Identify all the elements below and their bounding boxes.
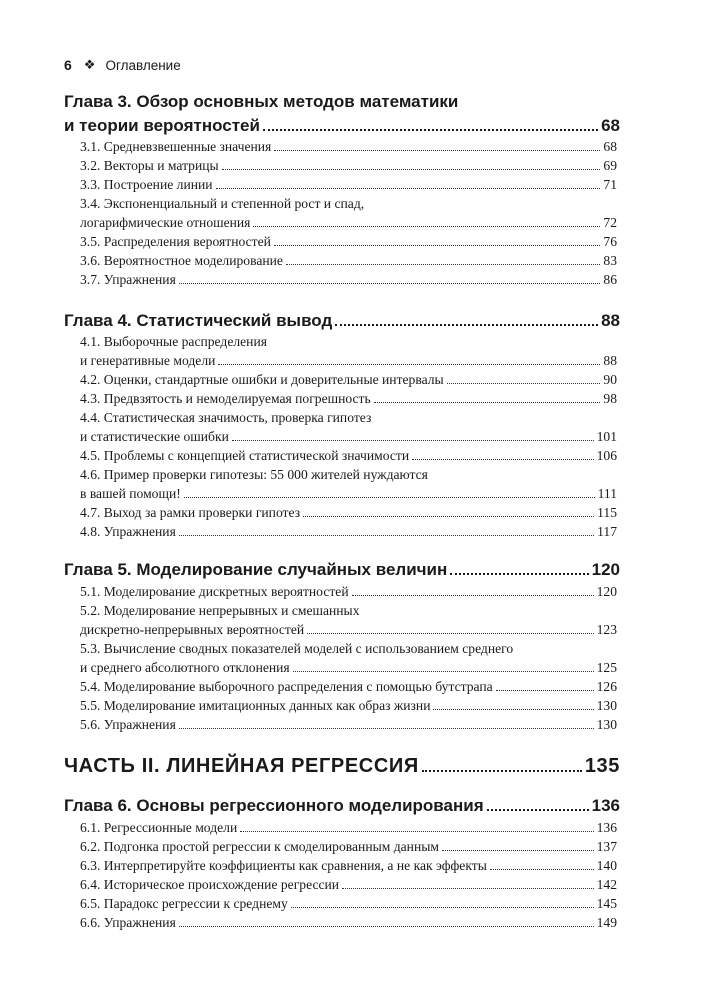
dot-leader: [179, 283, 601, 284]
running-title: Оглавление: [105, 57, 181, 73]
toc-entry[interactable]: [80, 715, 617, 734]
dot-leader: [352, 595, 594, 596]
toc-entry-title-line: 3.4. Экспоненциальный и степенной рост и спад,: [80, 196, 365, 211]
chapter-page-number: 88: [601, 311, 620, 330]
chapter-5-entries: [80, 582, 617, 734]
chapter-5-heading[interactable]: [64, 558, 620, 582]
toc-entry-page-number: 120: [596, 584, 617, 599]
toc-entry-page-number: 115: [597, 505, 617, 520]
toc-entry[interactable]: [80, 818, 617, 837]
toc-entry-title: 4.5. Проблемы с концепцией статистической значимости: [80, 448, 410, 463]
toc-entry-page-number: 145: [596, 896, 617, 911]
toc-entry[interactable]: [80, 408, 617, 446]
dot-leader: [335, 324, 598, 326]
toc-entry[interactable]: [80, 194, 617, 232]
toc-entry-page-number: 130: [596, 717, 617, 732]
toc-entry-title-line: 4.1. Выборочные распределения: [80, 334, 267, 349]
chapter-6-entries: [80, 818, 617, 932]
toc-entry[interactable]: [80, 332, 617, 370]
toc-entry-page-number: 136: [596, 820, 617, 835]
part-2-heading[interactable]: [64, 754, 620, 778]
chapter-title-line: и теории вероятностей: [64, 116, 260, 135]
toc-entry[interactable]: [80, 582, 617, 601]
chapter-3-heading[interactable]: [64, 90, 620, 138]
running-header: [64, 57, 181, 73]
dot-leader: [433, 709, 593, 710]
dot-leader: [490, 869, 594, 870]
toc-entry[interactable]: [80, 503, 617, 522]
chapter-page-number: 68: [601, 116, 620, 135]
dot-leader: [422, 770, 582, 772]
toc-entry-page-number: 71: [603, 177, 617, 192]
toc-entry-page-number: 90: [603, 372, 617, 387]
toc-entry-page-number: 101: [596, 429, 617, 444]
toc-entry[interactable]: [80, 894, 617, 913]
toc-entry-page-number: 69: [603, 158, 617, 173]
toc-entry-title: 3.5. Распределения вероятностей: [80, 234, 271, 249]
toc-entry-title: 5.4. Моделирование выборочного распределения с помощью бутстрапа: [80, 679, 493, 694]
dot-leader: [274, 150, 600, 151]
dot-leader: [307, 633, 593, 634]
toc-entry-title-line: 5.2. Моделирование непрерывных и смешанных: [80, 603, 360, 618]
toc-entry-title: 6.1. Регрессионные модели: [80, 820, 238, 835]
chapter-4-heading[interactable]: [64, 309, 620, 333]
toc-entry[interactable]: [80, 137, 617, 156]
toc-entry[interactable]: [80, 522, 617, 541]
toc-entry-title: 4.7. Выход за рамки проверки гипотез: [80, 505, 301, 520]
toc-entry-page-number: 126: [596, 679, 617, 694]
toc-entry-title: 6.3. Интерпретируйте коэффициенты как сравнения, а не как эффекты: [80, 858, 487, 873]
toc-entry[interactable]: [80, 875, 617, 894]
ornament-icon: ❖: [83, 57, 96, 72]
dot-leader: [179, 535, 594, 536]
toc-entry-title: в вашей помощи!: [80, 486, 181, 501]
dot-leader: [374, 402, 601, 403]
toc-entry-title: 3.3. Построение линии: [80, 177, 213, 192]
toc-entry-title: 6.5. Парадокс регрессии к среднему: [80, 896, 288, 911]
toc-entry[interactable]: [80, 156, 617, 175]
toc-entry-title: 3.2. Векторы и матрицы: [80, 158, 219, 173]
toc-entry[interactable]: [80, 446, 617, 465]
toc-entry[interactable]: [80, 251, 617, 270]
toc-entry-title: 3.1. Средневзвешенные значения: [80, 139, 272, 154]
dot-leader: [240, 831, 593, 832]
dot-leader: [222, 169, 601, 170]
toc-entry[interactable]: [80, 175, 617, 194]
dot-leader: [487, 809, 589, 811]
toc-entry-page-number: 137: [596, 839, 617, 854]
toc-entry-title: 5.6. Упражнения: [80, 717, 176, 732]
chapter-4-entries: [80, 332, 617, 541]
toc-entry-title-line: 4.6. Пример проверки гипотезы: 55 000 жителей нуждаются: [80, 467, 428, 482]
chapter-title-line: Глава 5. Моделирование случайных величин: [64, 560, 448, 579]
toc-entry-title: 6.6. Упражнения: [80, 915, 176, 930]
chapter-title-line: Глава 6. Основы регрессионного моделирования: [64, 796, 484, 815]
toc-entry-title: 4.2. Оценки, стандартные ошибки и доверительные интервалы: [80, 372, 444, 387]
chapter-6-heading[interactable]: [64, 794, 620, 818]
toc-entry-title: логарифмические отношения: [80, 215, 251, 230]
toc-entry[interactable]: [80, 389, 617, 408]
part-page-number: 135: [584, 755, 620, 777]
dot-leader: [291, 907, 594, 908]
toc-entry[interactable]: [80, 696, 617, 715]
dot-leader: [447, 383, 601, 384]
dot-leader: [286, 264, 600, 265]
dot-leader: [263, 129, 598, 131]
toc-entry-page-number: 106: [596, 448, 617, 463]
toc-entry[interactable]: [80, 856, 617, 875]
dot-leader: [303, 516, 594, 517]
dot-leader: [184, 497, 595, 498]
toc-entry-title: 5.1. Моделирование дискретных вероятностей: [80, 584, 349, 599]
dot-leader: [179, 728, 594, 729]
toc-entry[interactable]: [80, 601, 617, 639]
toc-entry[interactable]: [80, 677, 617, 696]
toc-entry-title: 4.8. Упражнения: [80, 524, 176, 539]
toc-entry-title: 6.2. Подгонка простой регрессии к смоделированным данным: [80, 839, 439, 854]
dot-leader: [412, 459, 593, 460]
toc-entry-page-number: 125: [596, 660, 617, 675]
toc-entry-page-number: 140: [596, 858, 617, 873]
chapter-page-number: 136: [591, 796, 620, 815]
dot-leader: [216, 188, 601, 189]
part-title: ЧАСТЬ II. ЛИНЕЙНАЯ РЕГРЕССИЯ: [64, 755, 419, 777]
dot-leader: [450, 573, 588, 575]
dot-leader: [274, 245, 601, 246]
dot-leader: [342, 888, 594, 889]
toc-entry-page-number: 88: [603, 353, 617, 368]
toc-entry-title: 5.5. Моделирование имитационных данных как образ жизни: [80, 698, 431, 713]
toc-entry-title: и среднего абсолютного отклонения: [80, 660, 290, 675]
toc-entry[interactable]: [80, 232, 617, 251]
toc-entry[interactable]: [80, 270, 617, 289]
dot-leader: [253, 226, 600, 227]
dot-leader: [179, 926, 594, 927]
toc-entry-title: 3.7. Упражнения: [80, 272, 176, 287]
page-number: 6: [64, 57, 72, 73]
toc-entry-title-line: 4.4. Статистическая значимость, проверка гипотез: [80, 410, 372, 425]
toc-entry-page-number: 111: [597, 486, 617, 501]
toc-entry-title-line: 5.3. Вычисление сводных показателей моделей с использованием среднего: [80, 641, 514, 656]
dot-leader: [442, 850, 594, 851]
toc-entry-title: 4.3. Предвзятость и немоделируемая погрешность: [80, 391, 371, 406]
toc-entry[interactable]: [80, 465, 617, 503]
toc-entry-page-number: 149: [596, 915, 617, 930]
toc-entry-page-number: 123: [596, 622, 617, 637]
toc-entry-title: 3.6. Вероятностное моделирование: [80, 253, 283, 268]
dot-leader: [232, 440, 594, 441]
toc-entry-title: и статистические ошибки: [80, 429, 229, 444]
chapter-title-line: Глава 3. Обзор основных методов математики: [64, 92, 459, 111]
toc-entry-page-number: 83: [603, 253, 617, 268]
chapter-title-line: Глава 4. Статистический вывод: [64, 311, 333, 330]
toc-entry[interactable]: [80, 370, 617, 389]
toc-entry-page-number: 142: [596, 877, 617, 892]
toc-entry[interactable]: [80, 913, 617, 932]
chapter-page-number: 120: [591, 560, 620, 579]
toc-entry-title: и генеративные модели: [80, 353, 216, 368]
toc-entry-page-number: 76: [603, 234, 617, 249]
toc-entry-title: дискретно-непрерывных вероятностей: [80, 622, 305, 637]
chapter-3-entries: [80, 137, 617, 289]
toc-entry-page-number: 86: [603, 272, 617, 287]
toc-entry-page-number: 117: [597, 524, 617, 539]
toc-entry[interactable]: [80, 639, 617, 677]
toc-entry-page-number: 68: [603, 139, 617, 154]
toc-entry-page-number: 72: [603, 215, 617, 230]
toc-entry-page-number: 130: [596, 698, 617, 713]
toc-entry-title: 6.4. Историческое происхождение регрессии: [80, 877, 340, 892]
dot-leader: [218, 364, 600, 365]
dot-leader: [293, 671, 594, 672]
dot-leader: [496, 690, 594, 691]
toc-entry[interactable]: [80, 837, 617, 856]
toc-entry-page-number: 98: [603, 391, 617, 406]
